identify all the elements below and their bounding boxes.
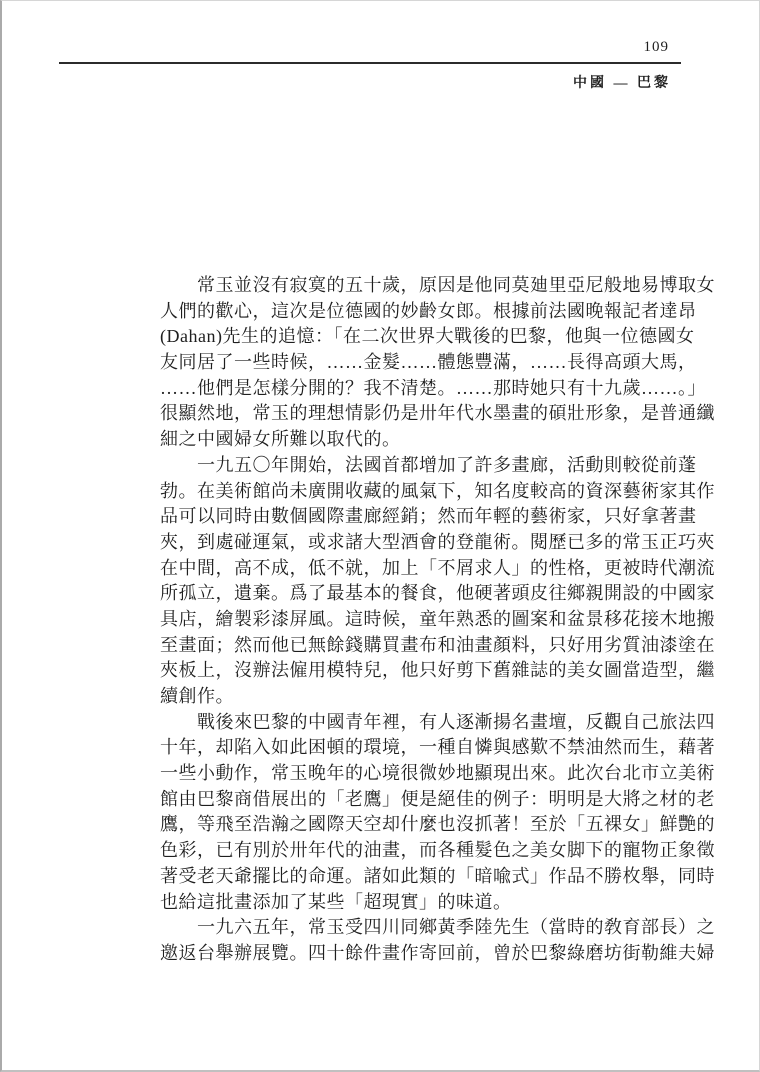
text-line: 館由巴黎商借展出的「老鷹」便是絕佳的例子：明明是大將之材的老 — [160, 788, 715, 809]
text-line: 在中間，高不成，低不就，加上「不屑求人」的性格，更被時代潮流 — [160, 557, 715, 578]
text-line: 夾板上，沒辦法僱用模特兒，他只好剪下舊雜誌的美女圖當造型，繼 — [160, 660, 715, 681]
text-line: (Dahan)先生的追憶：「在二次世界大戰後的巴黎，他與一位德國女 — [160, 326, 695, 347]
text-line: 續創作。 — [160, 686, 234, 706]
text-line: 十年，却陷入如此困頓的環境，一種自憐與感歎不禁油然而生，藉著 — [160, 737, 715, 758]
text-line: 一些小動作，常玉晚年的心境很微妙地顯現出來。此次台北市立美術 — [160, 763, 715, 784]
text-line: 品可以同時由數個國際畫廊經銷；然而年輕的藝術家，只好拿著畫 — [160, 506, 697, 527]
running-header-title: 中國 — 巴黎 — [573, 76, 671, 91]
header-rule — [59, 62, 681, 64]
text-line: 一九六五年，常玉受四川同鄉黃季陸先生（當時的敎育部長）之 — [197, 917, 715, 938]
page-number: 109 — [643, 39, 669, 55]
text-line: 所孤立，遺棄。爲了最基本的餐食，他硬著頭皮往鄉親開設的中國家 — [160, 583, 715, 604]
text-line: 常玉並沒有寂寞的五十歲，原因是他同莫廸里亞尼般地易博取女 — [197, 275, 715, 295]
body-text — [160, 273, 720, 967]
text-line: 具店，繪製彩漆屏風。這時候，童年熟悉的圖案和盆景移花接木地搬 — [160, 608, 715, 629]
text-line: 人們的歡心，這次是位德國的妙齡女郎。根據前法國晚報記者達昂 — [160, 300, 697, 321]
text-line: 至畫面；然而他已無餘錢購買畫布和油畫顏料，只好用劣質油漆塗在 — [160, 634, 715, 655]
text-line: 細之中國婦女所難以取代的。 — [160, 429, 401, 450]
text-line: 戰後來巴黎的中國青年裡，有人逐漸揚名畫壇，反觀自己旅法四 — [197, 711, 715, 732]
text-line: 色彩，已有別於卅年代的油畫，而各種髮色之美女脚下的寵物正象徵 — [160, 840, 715, 861]
text-line: 邀返台舉辦展覽。四十餘件畫作寄回前，曾於巴黎綠磨坊街勒維夫婦 — [160, 942, 715, 963]
text-line: ……他們是怎樣分開的？我不清楚。……那時她只有十九歲……。」 — [160, 377, 706, 398]
text-line: 著受老天爺擺比的命運。諸如此類的「暗喩式」作品不勝枚舉，同時 — [160, 865, 715, 886]
text-line: 夾，到處碰運氣，或求諸大型酒會的登龍術。閱歷已多的常玉正巧夾 — [160, 531, 715, 552]
text-line: 也給這批畫添加了某些「超現實」的味道。 — [160, 891, 512, 912]
text-line: 勃。在美術館尚未廣開收藏的風氣下，知名度較高的資深藝術家其作 — [160, 480, 715, 501]
text-line: 很顯然地，常玉的理想情影仍是卅年代水墨畫的碩壯形象，是普通纖 — [160, 403, 715, 424]
text-line: 鷹，等飛至浩瀚之國際天空却什麼也沒抓著！至於「五裸女」鮮艷的 — [160, 814, 715, 835]
text-line: 友同居了一些時候，……金髮……體態豐滿，……長得高頭大馬， — [160, 352, 697, 373]
text-line: 一九五〇年開始，法國首都增加了許多畫廊，活動則較從前蓬 — [197, 454, 697, 475]
